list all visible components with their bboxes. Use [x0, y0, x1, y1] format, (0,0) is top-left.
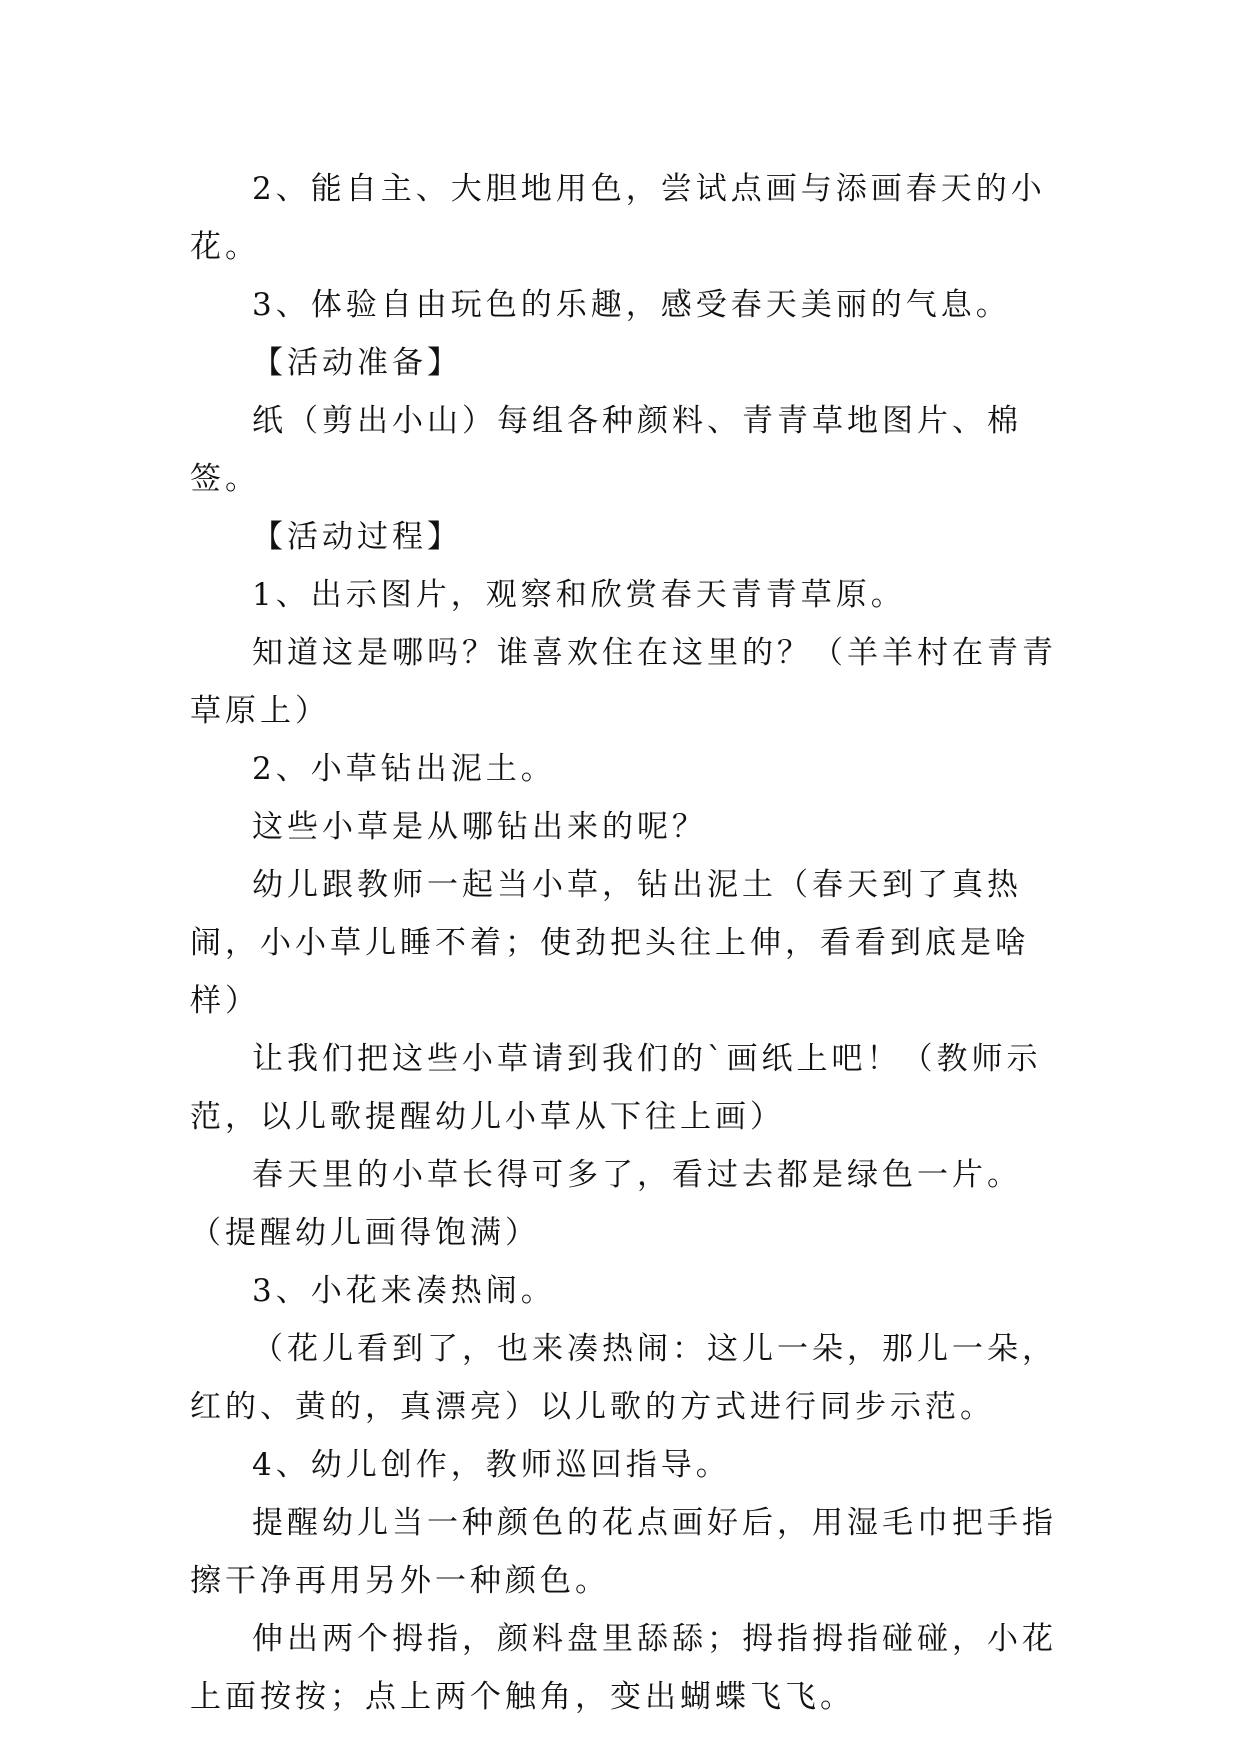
paragraph-materials: 纸（剪出小山）每组各种颜料、青青草地图片、棉签。	[190, 403, 1022, 497]
paragraph-step-2: 2、小草钻出泥土。	[252, 751, 556, 787]
paragraph-step-2-activity: 幼儿跟教师一起当小草，钻出泥土（春天到了真热闹，小小草儿睡不着；使劲把头往上伸，看看到底是啥样）	[190, 867, 1030, 1019]
section-heading-process: 【活动过程】	[252, 519, 462, 555]
paragraph-goal-2: 2、能自主、大胆地用色，尝试点画与添画春天的小花。	[190, 171, 1046, 265]
section-heading-preparation: 【活动准备】	[252, 345, 462, 381]
paragraph-step-4: 4、幼儿创作，教师巡回指导。	[252, 1447, 731, 1483]
paragraph-step-4-reminder: 提醒幼儿当一种颜色的花点画好后，用湿毛巾把手指擦干净再用另外一种颜色。	[190, 1505, 1057, 1599]
paragraph-step-4-rhyme: 伸出两个拇指，颜料盘里舔舔；拇指拇指碰碰，小花上面按按；点上两个触角，变出蝴蝶飞飞。	[190, 1621, 1057, 1715]
paragraph-step-3-rhyme: （花儿看到了，也来凑热闹：这儿一朵，那儿一朵，红的、黄的，真漂亮）以儿歌的方式进行同步示范。	[190, 1331, 1057, 1425]
paragraph-step-1: 1、出示图片，观察和欣赏春天青青草原。	[252, 577, 906, 613]
paragraph-step-1-question: 知道这是哪吗？谁喜欢住在这里的？（羊羊村在青青草原上）	[190, 635, 1057, 729]
paragraph-step-3: 3、小花来凑热闹。	[252, 1273, 556, 1309]
paragraph-step-2-demo: 让我们把这些小草请到我们的`画纸上吧！（教师示范，以儿歌提醒幼儿小草从下往上画）	[190, 1041, 1042, 1135]
document-body	[190, 160, 1070, 1726]
paragraph-step-2-question: 这些小草是从哪钻出来的呢？	[252, 809, 707, 845]
paragraph-step-2-reminder: 春天里的小草长得可多了，看过去都是绿色一片。（提醒幼儿画得饱满）	[190, 1157, 1022, 1251]
paragraph-goal-3: 3、体验自由玩色的乐趣，感受春天美丽的气息。	[252, 287, 1011, 323]
